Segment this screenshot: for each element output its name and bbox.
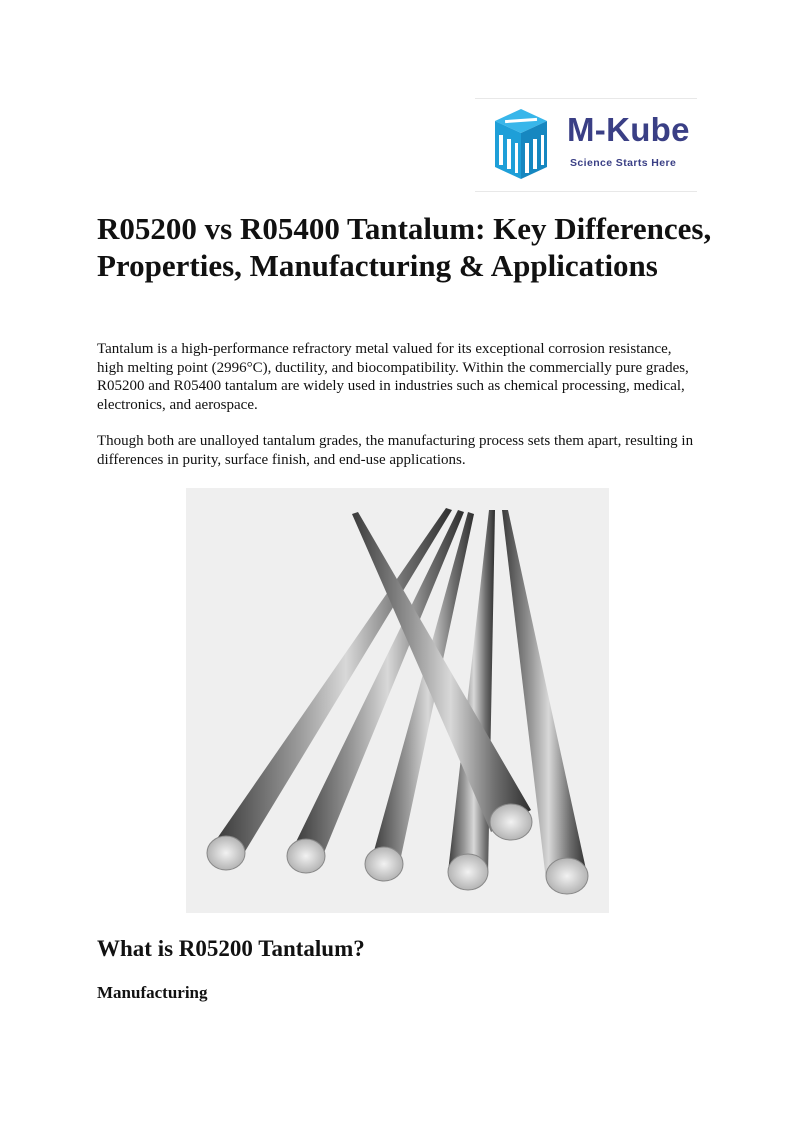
intro-paragraph-1: Tantalum is a high-performance refractory metal valued for its exceptional corrosion resistance, high melting point (2996°C), ductility, and biocompatibility. Within the commercially pure grades, R05200 and R05400 tantalum are widely used in industries such as chemical processing, medical, electronics, and aerospace. — [97, 341, 689, 413]
intro-paragraph-2: Though both are unalloyed tantalum grades, the manufacturing process sets them apart, resulting in differences in purity, surface finish, and end-use applications. — [97, 433, 694, 468]
subsection-heading: Manufacturing — [97, 983, 208, 1002]
company-logo — [475, 98, 697, 192]
logo-wordmark: M-Kube — [567, 111, 690, 148]
m-kube-logo-icon — [485, 107, 557, 181]
logo-tagline: Science Starts Here — [570, 157, 677, 169]
section-heading: What is R05200 Tantalum? — [97, 936, 365, 961]
tantalum-rods-image — [186, 488, 609, 913]
page-title: R05200 vs R05400 Tantalum: Key Differences, Properties, Manufacturing & Applications — [97, 211, 712, 283]
